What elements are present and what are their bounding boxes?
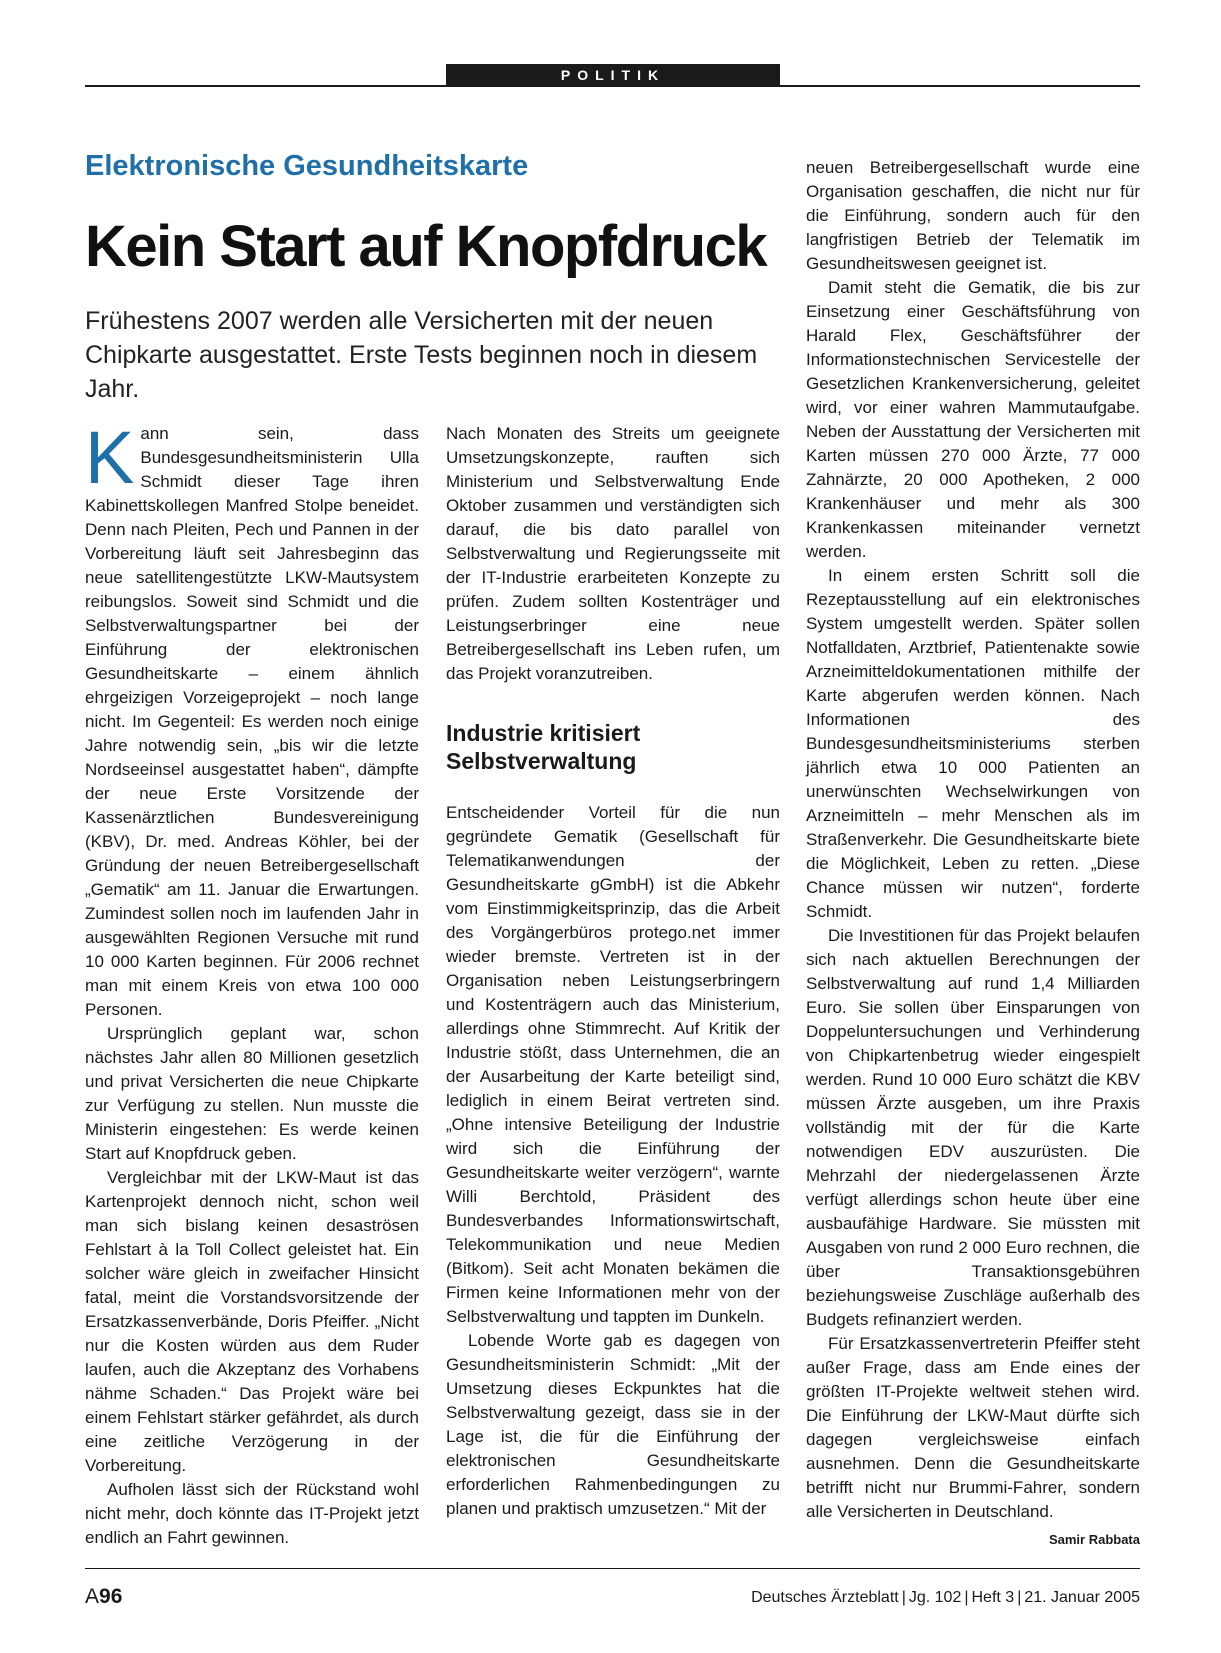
paragraph: Entscheidender Vorteil für die nun gegründete Gematik (Gesellschaft für Telematikanwendungen der Gesundheitskarte gGmbH) ist die Abkehr vom Einstimmigkeitsprinzip, das die Arbeit des Vorgängerbüros protego.net immer wieder bremste. Vertreten ist in der Organisation neben Leistungserbringern und Kostenträgern auch das Ministerium, allerdings ohne Stimmrecht. Auf Kritik der Industrie stößt, dass Unternehmen, die an der Ausarbeitung der Karte beteiligt sind, lediglich in einem Beirat vertreten sind. „Ohne intensive Beteiligung der Industrie wird sich die Einführung der Gesundheitskarte weiter verzögern“, warnte Willi Berchtold, Präsident des Bundesverbandes Informationswirtschaft, Telekommunikation und neue Medien (Bitkom). Seit acht Monaten bekämen die Firmen keine Informationen mehr von der Selbstverwaltung und tappten im Dunkeln.: [446, 803, 780, 1326]
date: 21. Januar 2005: [1024, 1589, 1140, 1606]
paragraph: Kann sein, dass Bundesgesundheitsministerin Ulla Schmidt dieser Tage ihren Kabinettskollegen Manfred Stolpe beneidet. Denn nach Pleiten, Pech und Pannen in der Vorbereitung läuft seit Jahresbeginn das neue satellitengestützte LKW-Mautsystem reibungslos. Soweit sind Schmidt und die Selbstverwaltungspartner bei der Einführung der elektronischen Gesundheitskarte – einem ähnlich ehrgeizigen Vorzeigeprojekt – noch lange nicht. Im Gegenteil: Es werden noch einige Jahre notwendig sein, „bis wir die letzte Nordseeinsel ausgestattet haben“, dämpfte der neue Erste Vorsitzende der Kassenärztlichen Bundesvereinigung (KBV), Dr. med. Andreas Köhler, bei der Gründung der neuen Betreibergesellschaft „Gematik“ am 11. Januar die Erwartungen. Zumindest sollen noch im laufenden Jahr in ausgewählten Regionen Versuche mit rund 10 000 Karten beginnen. Für 2006 rechnet man mit einem Kreis von etwa 100 000 Personen.: [85, 416, 419, 1019]
subheading: Industrie kritisiert Selbstverwaltung: [446, 720, 641, 774]
article-lead: Frühestens 2007 werden alle Versicherten mit der neuen Chipkarte ausgestattet. Erste Tests beginnen noch in diesem Jahr.: [85, 307, 758, 403]
journal-footer: Deutsches Ärzteblatt | Jg. 102 | Heft 3 | 21. Januar 2005: [751, 1589, 1140, 1606]
article-headline: Kein Start auf Knopfdruck: [85, 214, 767, 279]
column-3: [806, 156, 1140, 1552]
paragraph: Die Investitionen für das Projekt belaufen sich nach aktuellen Berechnungen der Selbstverwaltung auf rund 1,4 Milliarden Euro. Sie sollen über Einsparungen von Doppeluntersuchungen und Verhinderung von Chipkartenbetrug wieder eingespielt werden. Rund 10 000 Euro schätzt die KBV müssen Ärzte ausgeben, um ihre Praxis vollständig mit der für die Karte notwendigen EDV auszurüsten. Die Mehrzahl der niedergelassenen Ärzte verfügt allerdings schon heute über eine ausbaufähige Hardware. Sie müssten mit Ausgaben von rund 2 000 Euro rechnen, die über Transaktionsgebühren beziehungsweise Zuschläge außerhalb des Budgets refinanziert werden.: [806, 926, 1140, 1329]
paragraph: Für Ersatzkassenvertreterin Pfeiffer steht außer Frage, dass am Ende eines der größten IT-Projekte weltweit stehen wird. Die Einführung der LKW-Maut dürfte sich dagegen vergleichsweise einfach ausnehmen. Denn die Gesundheitskarte betrifft nicht nur Brummi-Fahrer, sondern alle Versicherten in Deutschland. Samir Rabbata: [806, 1332, 1140, 1524]
issue: Heft 3: [971, 1589, 1015, 1606]
paragraph: Vergleichbar mit der LKW-Maut ist das Kartenprojekt dennoch nicht, schon weil man sich bislang keinen desaströsen Fehlstart à la Toll Collect geleistet hat. Ein solcher wäre gleich in zweifacher Hinsicht fatal, meint die Vorstandsvorsitzende der Ersatzkassenverbände, Doris Pfeiffer. „Nicht nur die Kosten würden aus dem Ruder laufen, auch die Akzeptanz des Vorhabens nähme Schaden.“ Das Projekt wäre bei einem Fehlstart stärker gefährdet, als durch eine zeitliche Verzögerung in der Vorbereitung.: [85, 1168, 419, 1475]
paragraph: Nach Monaten des Streits um geeignete Umsetzungskonzepte, rauften sich Ministerium und Selbstverwaltung Ende Oktober zusammen und verständigten sich darauf, die bis dato parallel von Selbstverwaltung und Regierungsseite mit der IT-Industrie erarbeiteten Konzepte zu prüfen. Zudem sollten Kostenträger und Leistungserbringer eine neue Betreibergesellschaft ins Leben rufen, um das Projekt voranzutreiben.: [446, 424, 780, 683]
paragraph: Aufholen lässt sich der Rückstand wohl nicht mehr, doch könnte das IT-Projekt jetzt endlich an Fahrt gewinnen.: [85, 1480, 419, 1547]
author-byline: Samir Rabbata: [1048, 1532, 1140, 1547]
volume: Jg. 102: [908, 1589, 962, 1606]
section-label: POLITIK: [446, 64, 780, 86]
column-1: [85, 416, 419, 1550]
paragraph: Damit steht die Gematik, die bis zur Einsetzung einer Geschäftsführung von Harald Flex, Geschäftsführer der Informationstechnischen Servicestelle der Gesetzlichen Krankenversicherung, geleitet wird, vor einer wahren Mammutaufgabe. Neben der Ausstattung der Versicherten mit Karten müssen 270 000 Ärzte, 77 000 Zahnärzte, 20 000 Apotheken, 2 000 Krankenhäuser und mehr als 300 Krankenkassen miteinander vernetzt werden.: [806, 278, 1140, 561]
article-kicker: Elektronische Gesundheitskarte: [85, 150, 529, 182]
page-number: A96: [85, 1585, 123, 1608]
column-2: [446, 422, 780, 1521]
paragraph: neuen Betreibergesellschaft wurde eine Organisation geschaffen, die nicht nur für die Einführung, sondern auch für den langfristigen Betrieb der Telematik im Gesundheitswesen geeignet ist.: [806, 158, 1140, 273]
paragraph: Ursprünglich geplant war, schon nächstes Jahr allen 80 Millionen gesetzlich und privat Versicherten die neue Chipkarte zur Verfügung zu stellen. Nun musste die Ministerin eingestehen: Es werde keinen Start auf Knopfdruck geben.: [85, 1024, 419, 1163]
footer-rule: [85, 1568, 1140, 1569]
paragraph: In einem ersten Schritt soll die Rezeptausstellung auf ein elektronisches System umgestellt werden. Später sollen Notfalldaten, Arztbrief, Patientenakte sowie Arzneimitteldokumentationen mithilfe der Karte abgerufen werden können. Nach Informationen des Bundesgesundheitsministeriums sterben jährlich etwa 10 000 Patienten an unerwünschten Wechselwirkungen von Arzneimitteln – mehr Menschen als im Straßenverkehr. Die Gesundheitskarte biete die Möglichkeit, Leben zu retten. „Diese Chance müssen wir nutzen“, forderte Schmidt.: [806, 566, 1140, 921]
drop-cap: K: [85, 416, 135, 499]
journal-name: Deutsches Ärzteblatt: [751, 1589, 899, 1606]
paragraph: Lobende Worte gab es dagegen von Gesundheitsministerin Schmidt: „Mit der Umsetzung dieses Eckpunktes hat die Selbstverwaltung gezeigt, dass sie in der Lage ist, die für die Einführung der elektronischen Gesundheitskarte erforderlichen Rahmenbedingungen zu planen und praktisch umzusetzen.“ Mit der: [446, 1331, 780, 1518]
